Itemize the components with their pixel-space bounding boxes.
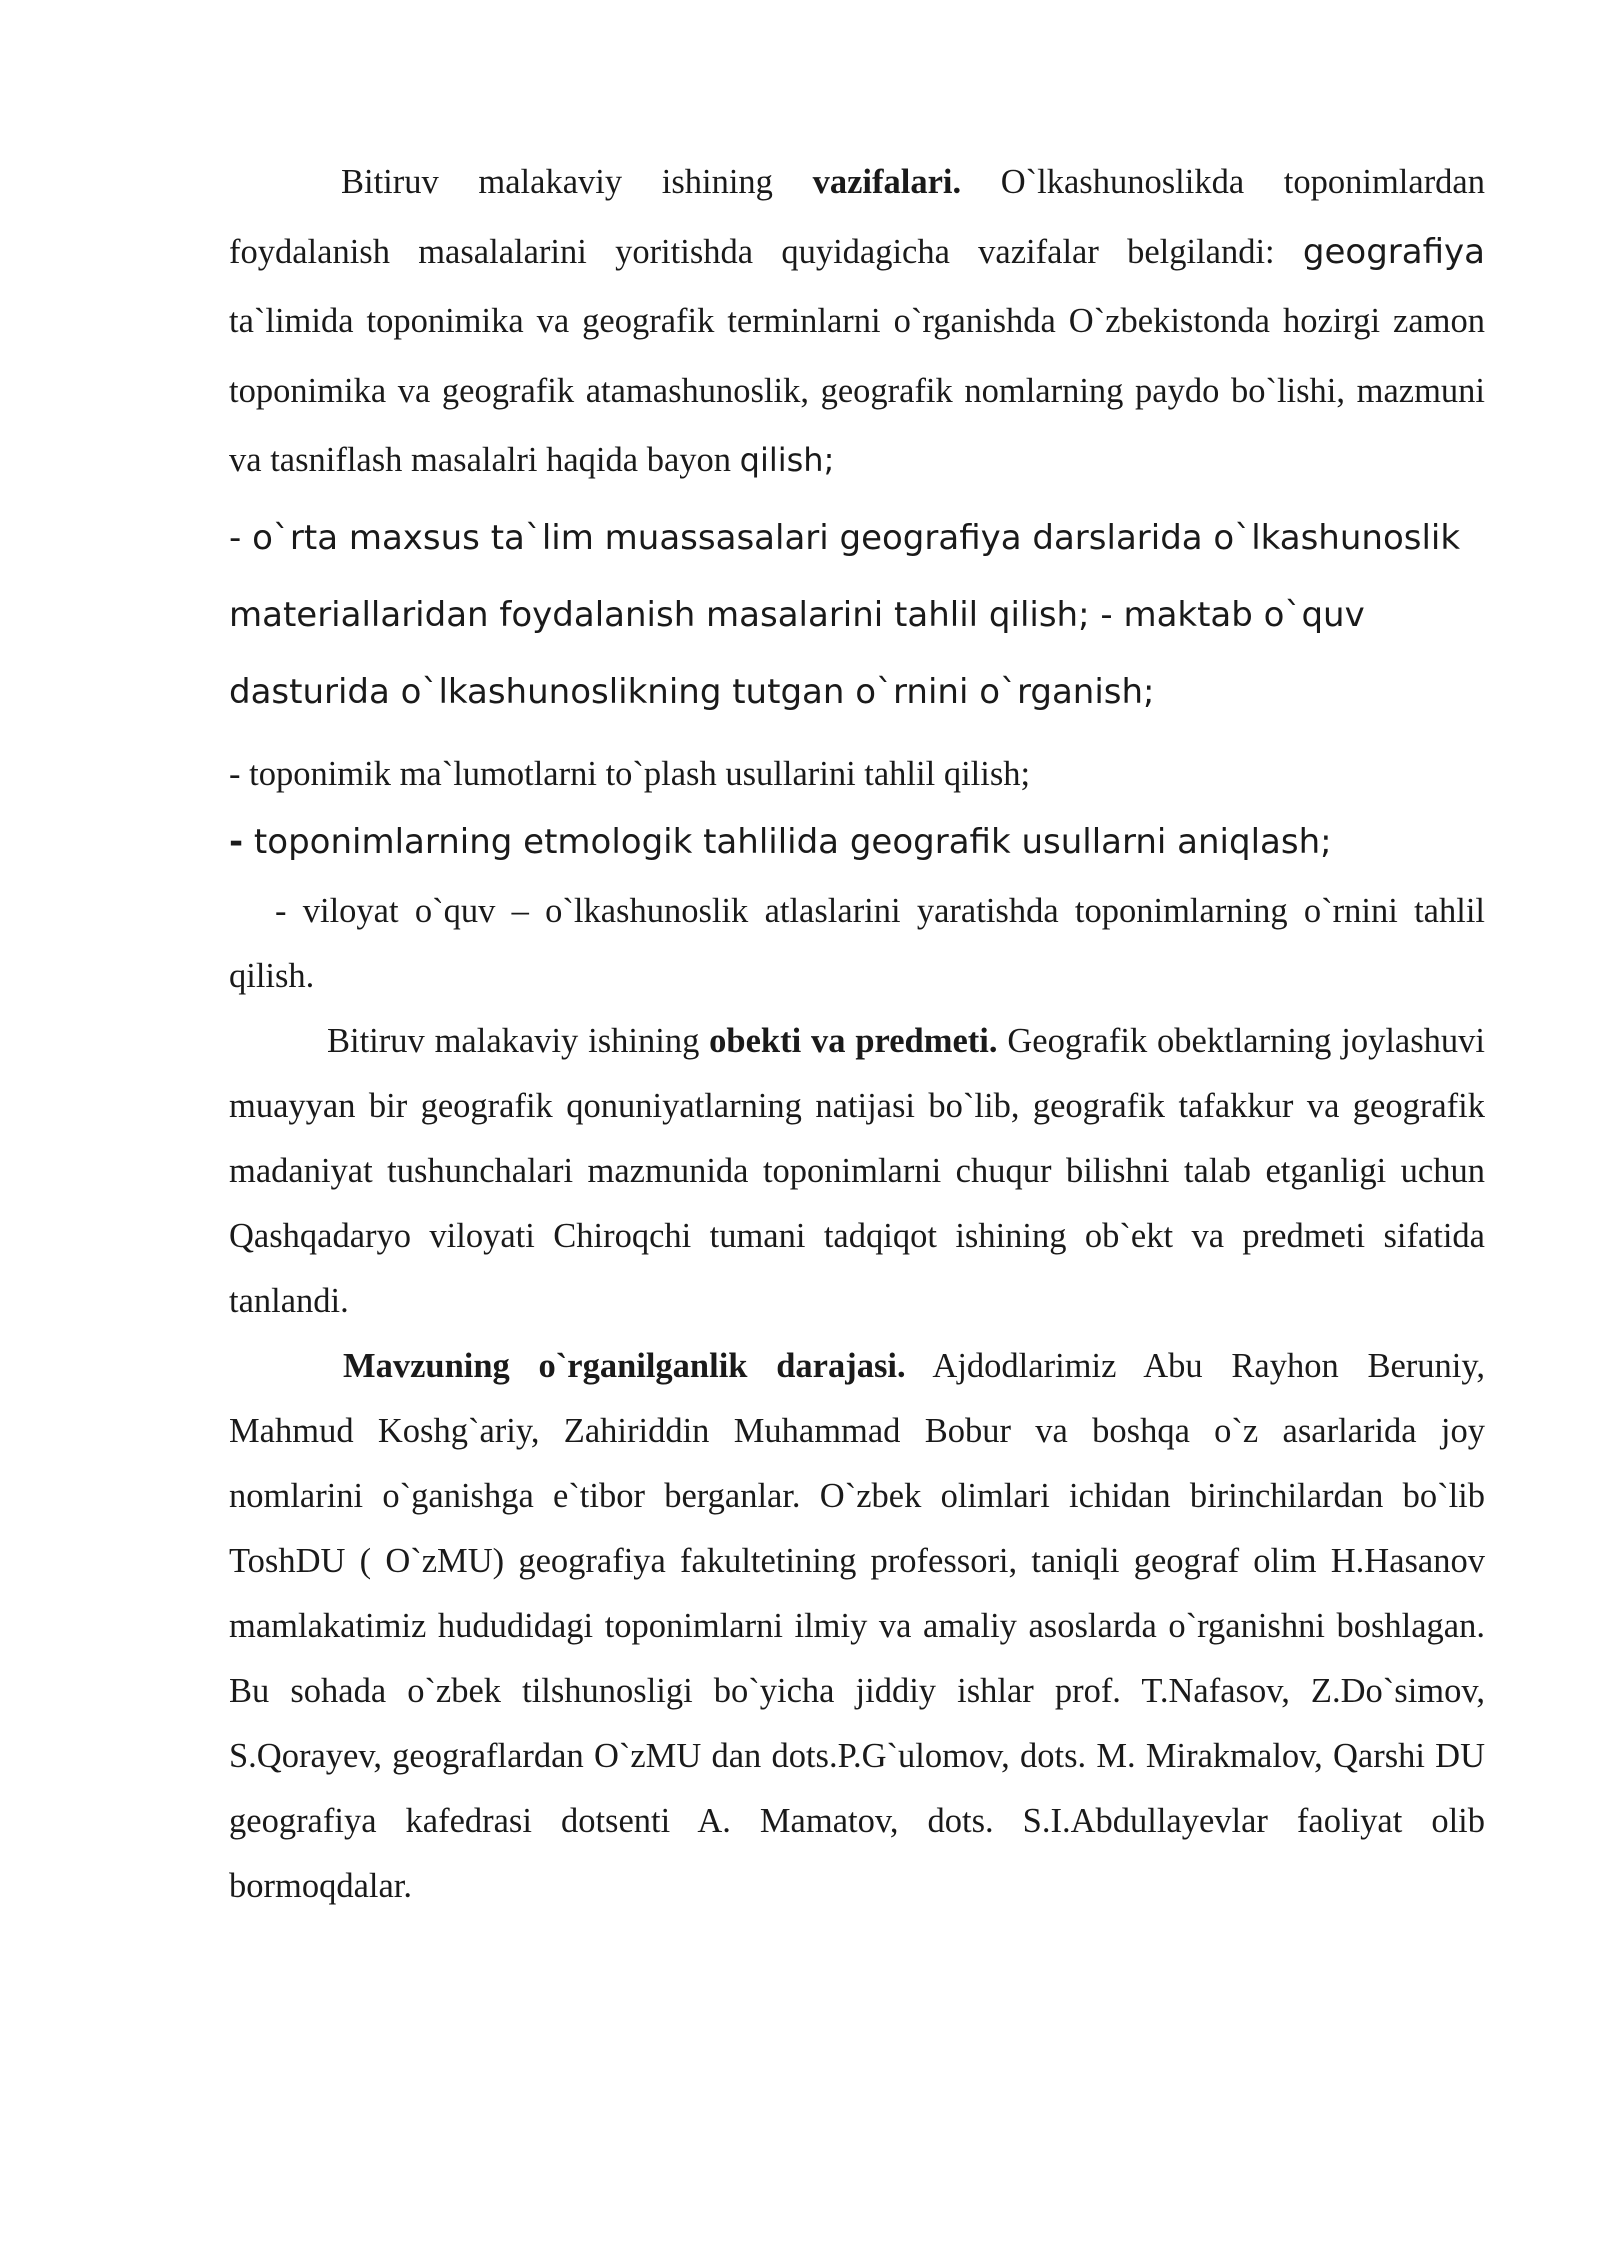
list-item-4: - viloyat o`quv – o`lkashunoslik atlaslarini yaratishda toponimlarning o`rnini tahlil qilish. xyxy=(229,891,1485,995)
tasks-paragraph xyxy=(229,148,1485,496)
tasks-text-sans-1: geografiya xyxy=(1302,231,1485,272)
object-text: Geografik obektlarning joylashuvi muayyan bir geografik qonuniyatlarning natijasi bo`lib, geografik tafakkur va geografik madaniyat tushunchalari mazmunida toponimlarni chuqur bilishni talab etganligi uchun Qashqadaryo viloyati Chiroqchi tumani tadqiqot ishining ob`ekt va predmeti sifatida tanlandi. xyxy=(229,1021,1485,1320)
tasks-text-2: ta`limida toponimika va geografik terminlarni o`rganishda O`zbekistonda hozirgi zamon toponimika va geografik atamashunoslik, geografik nomlarning paydo bo`lishi, mazmuni va tasniflash masalalri haqida bayon xyxy=(229,302,1485,479)
list-item-1: - o`rta maxsus ta`lim muassasalari geografiya darslarida o`lkashunoslik materiallaridan foydalanish masalarini tahlil qilish; - maktab o`quv dasturida o`lkashunoslikning tutgan o`rnini o`rganish; xyxy=(229,517,1461,712)
object-intro: Bitiruv malakaviy ishining xyxy=(327,1021,710,1060)
list-item-3 xyxy=(229,809,1485,875)
study-heading: Mavzuning o`rganilganlik darajasi. xyxy=(343,1346,906,1385)
document-body xyxy=(229,148,1485,1919)
object-heading: obekti va predmeti. xyxy=(709,1021,998,1060)
object-paragraph xyxy=(229,1009,1485,1334)
tasks-text-sans-2: qilish; xyxy=(739,441,835,479)
tasks-text-1: O`lkashunoslikda toponimlardan foydalanish masalalarini yoritishda quyidagicha vazifalar belgilandi: xyxy=(229,163,1485,271)
tasks-heading: vazifalari. xyxy=(812,163,962,201)
list-item-3-text: toponimlarning etmologik tahlilida geografik usullarni aniqlash; xyxy=(243,821,1332,862)
study-paragraph xyxy=(229,1334,1485,1919)
study-text: Ajdodlarimiz Abu Rayhon Beruniy, Mahmud Koshg`ariy, Zahiriddin Muhammad Bobur va boshqa o`z asarlarida joy nomlarini o`ganishga e`tibor berganlar. O`zbek olimlari ichidan birinchilardan bo`lib ToshDU ( O`zMU) geografiya fakultetining professori, taniqli geograf olim H.Hasanov mamlakatimiz hududidagi toponimlarni ilmiy va amaliy asoslarda o`rganishni boshlagan. Bu sohada o`zbek tilshunosligi bo`yicha jiddiy ishlar prof. T.Nafasov, Z.Do`simov, S.Qorayev, geograflardan O`zMU dan dots.P.G`ulomov, dots. M. Mirakmalov, Qarshi DU geografiya kafedrasi dotsenti A. Mamatov, dots. S.I.Abdullayevlar faoliyat olib bormoqdalar. xyxy=(229,1346,1485,1905)
list-item-2: - toponimik ma`lumotlarni to`plash usullarini tahlil qilish; xyxy=(229,754,1031,793)
list-item-3-dash: - xyxy=(229,821,244,862)
tasks-intro: Bitiruv malakaviy ishining xyxy=(341,163,813,201)
